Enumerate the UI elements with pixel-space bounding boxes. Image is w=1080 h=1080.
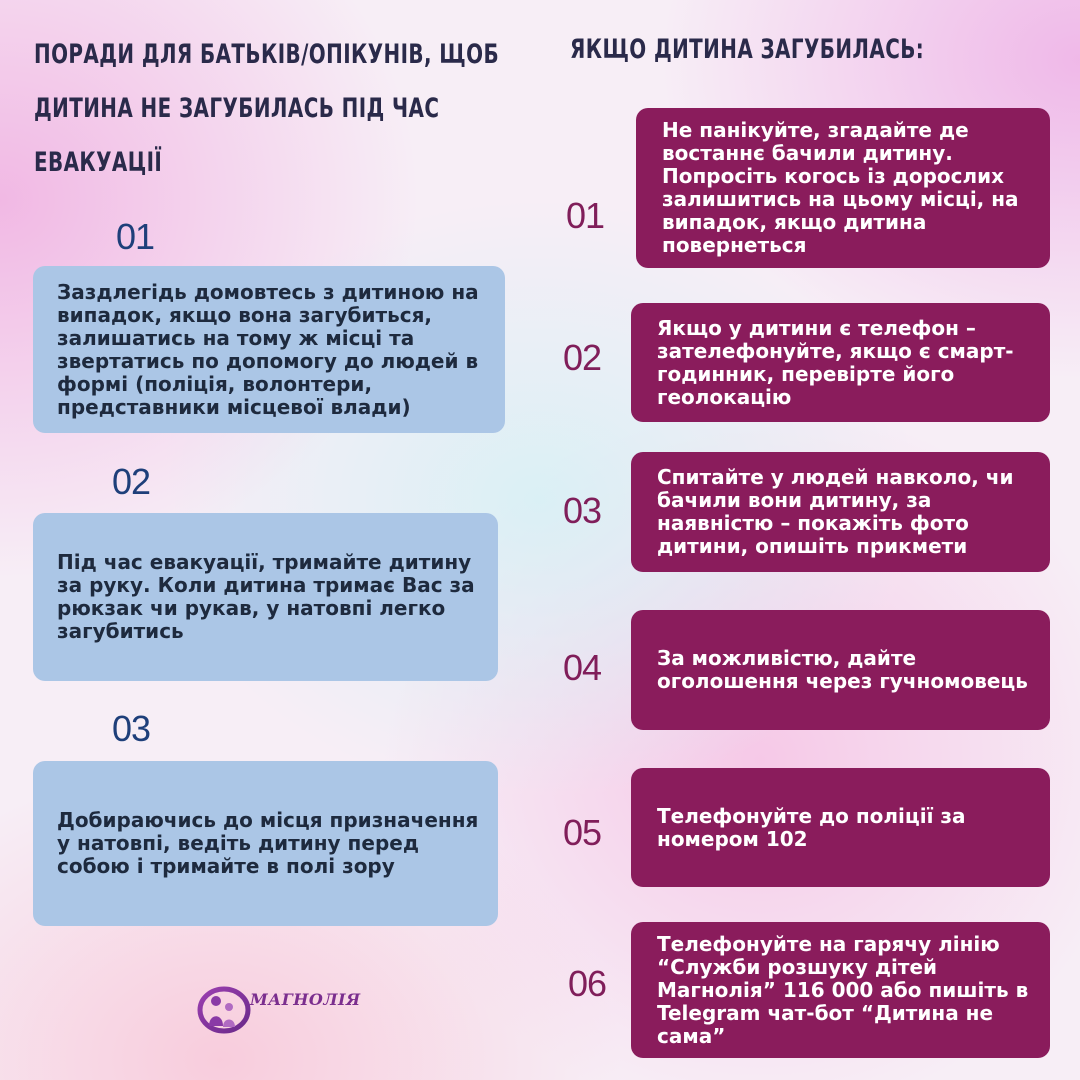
right-tip-text-4: За можливістю, дайте оголошення через гучномовець	[657, 646, 1028, 693]
right-tip-card-5	[631, 768, 1050, 887]
left-step-number-3: 03	[112, 708, 151, 749]
left-tip-card-2	[33, 513, 498, 681]
right-step-number-4: 04	[563, 647, 602, 688]
right-tip-card-4	[631, 610, 1050, 730]
magnolia-family-icon	[196, 980, 256, 1040]
left-tip-text-1: Заздлегідь домовтесь з дитиною на випадок, якщо вона загубиться, залишатись на тому ж місці та звертатись по допомогу до людей в формі (поліція, волонтери, представники місцевої влади)	[57, 279, 479, 419]
right-tip-text-5: Телефонуйте до поліції за номером 102	[657, 803, 966, 851]
logo-text: МАГНОЛІЯ	[250, 990, 361, 1009]
right-tip-card-2	[631, 303, 1050, 422]
left-step-number-2: 02	[112, 461, 151, 502]
right-tip-card-3	[631, 452, 1050, 572]
left-step-number-1: 01	[116, 216, 155, 257]
right-step-number-3: 03	[563, 490, 602, 531]
right-step-number-6: 06	[568, 963, 607, 1004]
left-heading: ПОРАДИ ДЛЯ БАТЬКІВ/ОПІКУНІВ, ЩОБ ДИТИНА НЕ ЗАГУБИЛАСЬ ПІД ЧАС ЕВАКУАЦІЇ	[34, 39, 500, 178]
right-tip-text-3: Спитайте у людей навколо, чи бачили вони дитину, за наявністю – покажіть фото дитини, опишіть прикмети	[657, 465, 1014, 558]
right-tip-card-1	[636, 108, 1050, 268]
right-step-number-2: 02	[563, 337, 602, 378]
right-tip-text-2: Якщо у дитини є телефон – зателефонуйте, якщо є смарт-годинник, перевірте його геолокацію	[657, 315, 1014, 409]
right-tip-text-1: Не панікуйте, згадайте де востаннє бачили дитину. Попросіть когось із дорослих залишитись на цьому місці, на випадок, якщо дитина повернеться	[662, 118, 1019, 257]
right-tip-card-6	[631, 922, 1050, 1058]
magnolia-logo	[196, 980, 361, 1040]
right-step-number-1: 01	[566, 195, 605, 236]
right-tip-text-6: Телефонуйте на гарячу лінію “Служби розшуку дітей Магнолія” 116 000 або пишіть в Telegram чат-бот “Дитина не сама”	[657, 931, 1029, 1048]
left-tip-text-3: Добираючись до місця призначення у натовпі, ведіть дитину перед собою і тримайте в полі зору	[57, 808, 479, 878]
left-tip-text-2: Під час евакуації, тримайте дитину за руку. Коли дитина тримає Вас за рюкзак чи рукав, у натовпі легко загубитись	[57, 550, 475, 643]
right-step-number-5: 05	[563, 812, 602, 853]
left-tip-card-1	[33, 266, 505, 433]
right-heading: ЯКЩО ДИТИНА ЗАГУБИЛАСЬ:	[570, 34, 925, 65]
left-tip-card-3	[33, 761, 498, 926]
